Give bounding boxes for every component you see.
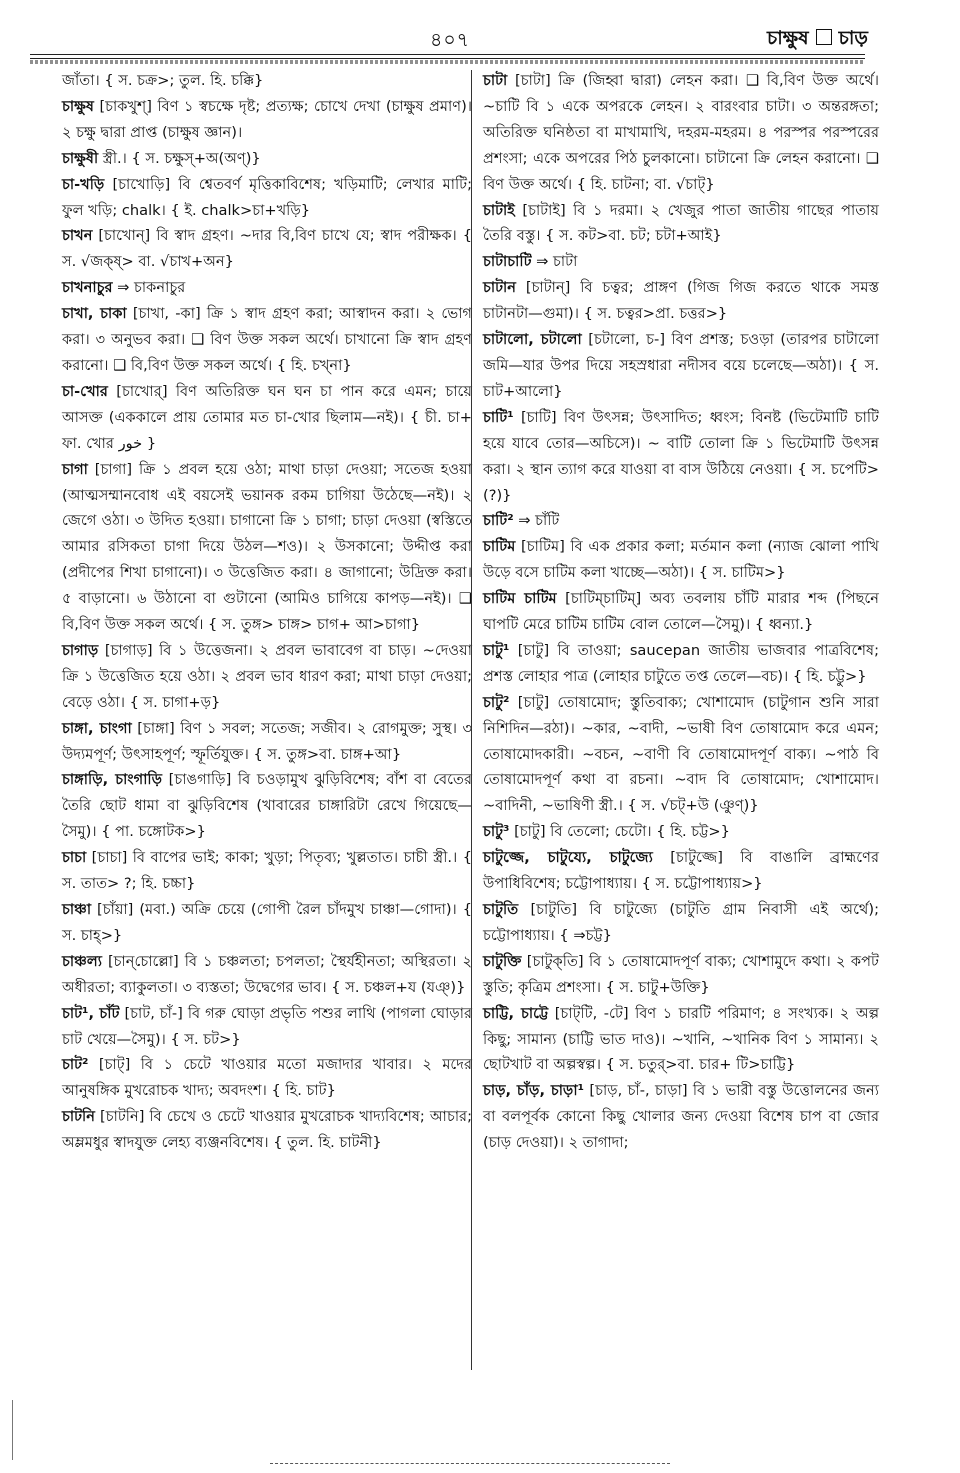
entry-headword: চাটা bbox=[483, 72, 508, 89]
entry-headword: চাটুজ্জে, চাটুয্যে, চাটুজ্যে bbox=[483, 849, 653, 867]
dictionary-entry bbox=[62, 638, 472, 716]
column-divider bbox=[471, 70, 472, 1370]
page-number: ৪০৭ bbox=[430, 29, 471, 51]
entry-definition: [চান্‌চোল্লো] বি ১ চঞ্চলতা; চপলতা; স্থৈর্যহীনতা; অস্থিরতা। ২ অধীরতা; ব্যাকুলতা। ৩ ব্যস্ততা; উদ্বেগের ভাব। { স. চঞ্চল+য (যঞ্)} bbox=[62, 952, 472, 996]
entry-headword: চাঞ্চল্য bbox=[62, 952, 102, 970]
dictionary-entry bbox=[62, 1104, 472, 1156]
page-header bbox=[0, 22, 960, 56]
dictionary-entry bbox=[483, 327, 879, 405]
entry-headword: চাট্টি, চাট্টে bbox=[483, 1004, 549, 1022]
entry-headword: চাঙ্গা, চাংগা bbox=[62, 719, 132, 737]
entry-definition: [চাখোড়ি] বি শ্বেতবর্ণ মৃত্তিকাবিশেষ; খড়িমাটি; লেখার মাটি; ফুল খড়ি; chalk। { ই. chalk>চা+খড়ি} bbox=[62, 175, 472, 219]
entry-headword: চাটু¹ bbox=[483, 641, 510, 659]
dictionary-entry bbox=[62, 1052, 472, 1104]
entry-headword: চাটি¹ bbox=[483, 408, 514, 426]
entry-headword: চাটিম চাটিম bbox=[483, 590, 557, 608]
dictionary-entry bbox=[62, 767, 472, 845]
entry-headword: চাঙ্গাড়ি, চাংগাড়ি bbox=[62, 771, 163, 789]
entry-headword: চা-খোর bbox=[62, 382, 108, 400]
entry-definition: [চাট্‌টি, -টে] বিণ ১ চারটি পরিমাণ; ৪ সংখ্যক। ২ অল্প কিছু; সামান্য (চাট্টি ভাত দাও)। ~খানি, ~খানিক বিণ ১ সামান্য। ২ ছোটখাট বা অল্পস্বল্প। { স. চতুর্>বা. চার+ টি>চাট্টি} bbox=[483, 1004, 880, 1074]
entry-headword: চাগা bbox=[62, 460, 88, 478]
dictionary-entry bbox=[62, 897, 472, 949]
entry-headword: চাড়, চাঁড়, চাড়া¹ bbox=[483, 1082, 584, 1100]
entry-definition: [চাট্] বি ১ চেটে খাওয়ার মতো মজাদার খাবার। ২ মদের আনুষঙ্গিক মুখরোচক খাদ্য; অবদংশ। { হি. চাট} bbox=[62, 1056, 472, 1100]
entry-definition: [চাটা] ক্রি (জিহ্বা দ্বারা) লেহন করা। ❑ বি,বিণ উক্ত অর্থে। ~চাটি বি ১ একে অপরকে লেহন। ২ বারংবার চাটা। ৩ অন্তরঙ্গতা; অতিরিক্ত ঘনিষ্ঠতা বা মাখামাখি, দহরম-মহরম। ৪ পরস্পর পরস্পরের প্রশংসা; একে অপরের পিঠ চুলকানো। চাটানো ক্রি লেহন করানো। ❑ বিণ উক্ত অর্থে। { হি. চাটনা; বা. √চাট্} bbox=[483, 72, 879, 193]
right-column bbox=[483, 68, 879, 1156]
dictionary-entry bbox=[62, 68, 472, 94]
header-rule bbox=[30, 54, 865, 59]
entry-definition: [চাটু] তোষামোদ; স্তুতিবাক্য; খোশামোদ (চাটুগান শুনি সারা নিশিদিন—রঠা)। ~কার, ~বাদী, ~ভাষী বিণ তোষামোদ করে এমন; তোষামোদকারী। ~বচন, ~বাণী বি তোষামোদপূর্ণ বাক্য। ~পাঠ বি তোষামোদপূর্ণ কথা বা রচনা। ~বাদ বি তোষামোদ; খোশামোদ। ~বাদিনী, ~ভাষিণী স্ত্রী.। { স. √চট্+উ (ঞুণ্)} bbox=[483, 693, 879, 815]
dictionary-entry bbox=[62, 301, 472, 379]
dictionary-entry bbox=[483, 638, 879, 690]
dictionary-entry bbox=[62, 716, 472, 768]
entry-definition: [চাঙগাড়ি] বি চওড়ামুখ ঝুড়িবিশেষ; বাঁশ বা বেতের তৈরি ছোট ধামা বা ঝুড়িবিশেষ (খাবারের চাঙ্গারিটা রেখে গিয়েছে—সৈমু)। { পা. চঙ্গোটক>} bbox=[62, 771, 472, 841]
footer-rule bbox=[270, 1463, 670, 1464]
entry-headword: চাট¹, চাঁট bbox=[62, 1004, 120, 1022]
entry-definition: [চাখোর্] বিণ অতিরিক্ত ঘন ঘন চা পান করে এমন; চায়ে আসক্ত (এককালে প্রায় তোমার মত চা-খোর ছিলাম—নই)। { চী. চা+ ফা. খোর خور } bbox=[62, 382, 472, 452]
entry-headword: চাটু² bbox=[483, 693, 510, 711]
guide-word-last: চাড় bbox=[838, 27, 868, 49]
entry-definition: জাঁতা। { স. চক্র>; তুল. হি. চক্কি} bbox=[62, 72, 264, 89]
dictionary-entry bbox=[483, 819, 879, 845]
entry-definition: [চাগাড়] বি ১ উত্তেজনা। ২ প্রবল ভাবাবেগ বা চাড়। ~দেওয়া ক্রি ১ উত্তেজিত হয়ে ওঠা। ২ প্রবল ভাব ধারণ করা; মাথা চাড়া দেওয়া; বেড়ে ওঠা। { স. চাগা+ড়} bbox=[62, 641, 472, 711]
entry-definition: ⇒ চাঁটি bbox=[513, 512, 560, 530]
entry-headword: চাটাই bbox=[483, 201, 515, 219]
entry-headword: চাক্ষুষ bbox=[62, 97, 94, 115]
entry-headword: চাটু³ bbox=[483, 823, 510, 841]
entry-headword: চাটি² bbox=[483, 512, 514, 530]
dictionary-entry bbox=[483, 690, 879, 820]
entry-headword: চাখন bbox=[62, 227, 93, 245]
dictionary-entry bbox=[483, 845, 879, 897]
dictionary-entry bbox=[62, 223, 472, 275]
entry-definition: ⇒ চাকনাচুর bbox=[112, 279, 186, 297]
dictionary-entry bbox=[483, 949, 879, 1001]
entry-definition: [চাটনি] বি চেখে ও চেটে খাওয়ার মুখরোচক খাদ্যবিশেষ; আচার; অম্লমধুর স্বাদযুক্ত লেহ্য ব্যঞ্জনবিশেষ। { তুল. হি. চাটনী} bbox=[62, 1108, 472, 1152]
box-icon bbox=[816, 29, 832, 45]
entry-definition: [চাটুতি] বি চাটুজ্যে (চাটুতি গ্রাম নিবাসী এই অর্থে); চট্টোপাধ্যায়। { ⇒চট্ট} bbox=[483, 901, 879, 944]
dictionary-entry bbox=[483, 1078, 879, 1156]
guide-word-first: চাক্ষুষ bbox=[767, 27, 809, 49]
dictionary-entry bbox=[483, 897, 879, 949]
entry-definition: [চাঁয়া] (মবা.) অক্রি চেয়ে (গোপী রৈল চাঁদমুখ চাঞ্চা—গোদা)। { স. চাহ্>} bbox=[62, 901, 472, 944]
entry-definition: [চাটুক্‌তি] বি ১ তোষামোদপূর্ণ বাক্য; খোশামুদে কথা। ২ কপট স্তুতি; কৃত্রিম প্রশংসা। { স. চাটু+উক্তি} bbox=[483, 952, 879, 996]
entry-definition: [চাট, চাঁ-] বি গরু ঘোড়া প্রভৃতি পশুর লাথি (পাগলা ঘোড়ার চাট খেয়ে—সৈমু)। { স. চট>} bbox=[62, 1004, 472, 1048]
dictionary-entry bbox=[62, 94, 472, 146]
entry-definition: [চাটু] বি তেলো; চেটো। { হি. চট্ট>} bbox=[509, 823, 730, 841]
entry-definition: [চাটিম] বি এক প্রকার কলা; মর্তমান কলা (ন্যাজ ঝোলা পাখি উড়ে বসে চাটিম কলা খাচ্ছে—অঠা)। { স. চাটিম>} bbox=[483, 538, 879, 582]
entry-definition: [চাগা] ক্রি ১ প্রবল হয়ে ওঠা; মাথা চাড়া দেওয়া; সতেজ হওয়া (আত্মসম্মানবোধ এই বয়সেই ভয়ানক রকম চাগিয়া উঠেছে—নই)। ২ জেগে ওঠা। ৩ উদিত হওয়া। চাগানো ক্রি ১ চাগা; চাড়া দেওয়া (স্বস্তিতে আমার রসিকতা চাগা দিয়ে উঠল—শও)। ২ উসকানো; উদ্দীপ্ত করা (প্রদীপের শিখা চাগানো)। ৩ উত্তেজিত করা। ৪ জাগানো; উদ্রিক্ত করা। ৫ বাড়ানো। ৬ উঠানো বা গুটানো (আমিও চাগিয়ে কাপড়—নই)। ❑ বি,বিণ উক্ত সকল অর্থে। { স. তুঙ্গ> চাঙ্গ> চাগ+ আ>চাগা} bbox=[62, 460, 472, 634]
entry-definition: [চাটাই] বি ১ দরমা। ২ খেজুর পাতা জাতীয় গাছের পাতায় তৈরি বস্তু। { স. কট>বা. চট; চটা+আই} bbox=[483, 201, 879, 245]
entry-definition: স্ত্রী.। { স. চক্ষুস্+অ(অণ্)} bbox=[98, 149, 261, 167]
entry-headword: চাক্ষুষী bbox=[62, 149, 99, 167]
dictionary-entry bbox=[483, 198, 879, 250]
dictionary-entry bbox=[62, 949, 472, 1001]
dictionary-entry bbox=[62, 1001, 472, 1053]
dictionary-entry bbox=[483, 534, 879, 586]
entry-headword: চাটিম bbox=[483, 538, 516, 556]
entry-headword: চাট² bbox=[62, 1056, 89, 1074]
dictionary-entry bbox=[62, 146, 472, 172]
entry-headword: চাখা, চাকা bbox=[62, 305, 127, 323]
page-edge-mark bbox=[12, 1400, 13, 1460]
entry-headword: চাটনি bbox=[62, 1108, 95, 1126]
entry-definition: [চাখা, -কা] ক্রি ১ স্বাদ গ্রহণ করা; আস্বাদন করা। ২ ভোগ করা। ৩ অনুভব করা। ❑ বিণ উক্ত সকল অর্থে। চাখানো ক্রি স্বাদ গ্রহণ করানো। ❑ বি,বিণ উক্ত সকল অর্থে। { হি. চখ্না} bbox=[62, 305, 472, 374]
entry-headword: চাটাচাটি bbox=[483, 253, 532, 271]
entry-headword: চাটালো, চটালো bbox=[483, 331, 582, 349]
entry-headword: চা-খড়ি bbox=[62, 175, 105, 193]
running-head bbox=[767, 24, 868, 56]
entry-headword: চাগাড় bbox=[62, 641, 99, 659]
dictionary-entry bbox=[62, 172, 472, 224]
entry-definition: [চাটিম্‌চাটিম্] অব্য তবলায় চাঁটি মারার শব্দ (পিছনে ঘাপটি মেরে চাটিম চাটিম বোল তোলে—সৈমু)। { ধ্বন্যা.} bbox=[483, 590, 879, 634]
entry-definition: [চটালো, চ-] বিণ প্রশস্ত; চওড়া (তারপর চাটালো জমি—যার উপর দিয়ে সহস্রধারা নদীসব বয়ে চলেছে—অঠা)। { স. চাট+আলো} bbox=[483, 331, 879, 400]
entry-headword: চাখনাচুর bbox=[62, 279, 113, 297]
entry-definition: [চাকখুশ্] বিণ ১ স্বচক্ষে দৃষ্ট; প্রত্যক্ষ; চোখে দেখা (চাক্ষুষ প্রমাণ)। ২ চক্ষু দ্বারা প্রাপ্ত (চাক্ষুষ জ্ঞান)। bbox=[62, 97, 472, 141]
dictionary-entry bbox=[62, 845, 472, 897]
entry-definition: [চাখোন্] বি স্বাদ গ্রহণ। ~দার বি,বিণ চাখে যে; স্বাদ পরীক্ষক। { স. √জক্ষ্> বা. √চাখ+অন} bbox=[62, 227, 472, 271]
dictionary-entry bbox=[483, 68, 879, 198]
entry-definition: [চাচা] বি বাপের ভাই; কাকা; খুড়া; পিতৃব্য; খুল্লতাত। চাচী স্ত্রী.। { স. তাত> ?; হি. চচ্চা} bbox=[62, 849, 472, 893]
dictionary-entry bbox=[483, 586, 879, 638]
dictionary-entry bbox=[62, 379, 472, 457]
entry-headword: চাচা bbox=[62, 849, 87, 867]
entry-definition: [চাটুজ্জে] বি বাঙালি ব্রাহ্মণের উপাধিবিশেষ; চট্টোপাধ্যায়। { স. চট্টোপাধ্যায়>} bbox=[483, 849, 879, 893]
dictionary-entry bbox=[483, 405, 879, 509]
dictionary-entry bbox=[62, 275, 472, 301]
dictionary-entry bbox=[483, 508, 879, 534]
entry-definition: [চাড়, চাঁ-, চাড়া] বি ১ ভারী বস্তু উত্তোলনের জন্য বা বলপূর্বক কোনো কিছু খোলার জন্য দেওয়া বিশেষ চাপ বা জোর (চাড় দেওয়া)। ২ তাগাদা; bbox=[483, 1082, 879, 1152]
entry-definition: ⇒ চাটা bbox=[531, 253, 578, 271]
dictionary-entry bbox=[483, 1001, 879, 1079]
entry-headword: চাঞ্চা bbox=[62, 901, 92, 918]
entry-definition: [চাটান্] বি চত্বর; প্রাঙ্গণ (গিজ গিজ করতে থাকে সমস্ত চাটানটা—গুমা)। { স. চত্বর>প্রা. চত্তর>} bbox=[483, 279, 879, 323]
entry-definition: [চাটু] বি তাওয়া; saucepan জাতীয় ভাজবার পাত্রবিশেষ; প্রশস্ত লোহার পাত্র (লোহার চাটুতে তপ্ত তেলে—বচ)। { হি. চট্টু>} bbox=[483, 641, 879, 685]
entry-definition: [চাঙ্গা] বিণ ১ সবল; সতেজ; সজীব। ২ রোগমুক্ত; সুস্থ। ৩ উদ্যমপূর্ণ; উৎসাহপূর্ণ; স্ফূর্তিযুক্ত। { স. তুঙ্গ>বা. চাঙ্গ+আ} bbox=[62, 719, 472, 763]
entry-headword: চাটান bbox=[483, 279, 517, 297]
dictionary-entry bbox=[483, 249, 879, 275]
left-column bbox=[62, 68, 472, 1156]
header-print-noise bbox=[30, 60, 865, 64]
dictionary-entry bbox=[62, 457, 472, 638]
dictionary-entry bbox=[483, 275, 879, 327]
entry-headword: চাটুতি bbox=[483, 901, 519, 918]
entry-definition: [চাটি] বিণ উৎসন্ন; উৎসাদিত; ধ্বংস; বিনষ্ট (ভিটেমাটি চাটি হয়ে যাবে তোর—অচিসে)। ~ বাটি তোলা ক্রি ১ ভিটেমাটি উৎসন্ন করা। ২ স্থান ত্যাগ করে যাওয়া বা বাস উঠিয়ে নেওয়া। { স. চপেটি>(?)} bbox=[483, 408, 879, 504]
entry-headword: চাটুক্তি bbox=[483, 952, 522, 970]
